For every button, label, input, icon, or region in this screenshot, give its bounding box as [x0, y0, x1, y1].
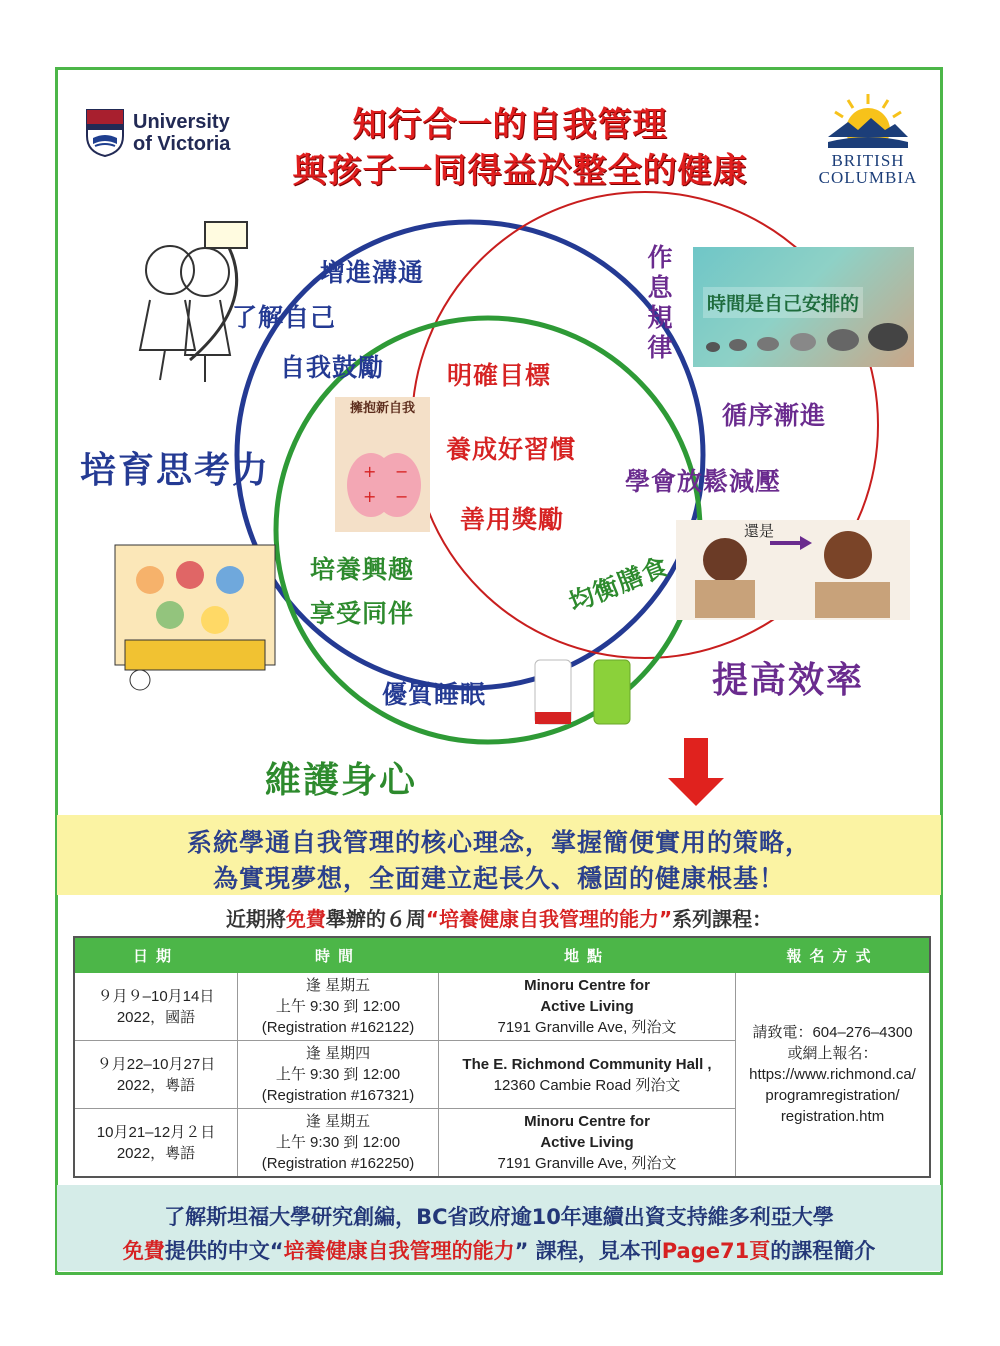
venue-name: The E. Richmond Community Hall ,	[462, 1055, 712, 1073]
label-thinking: 培育思考力	[80, 450, 271, 491]
label-quality-sleep: 優質睡眠	[382, 680, 487, 709]
kids-illustration	[115, 545, 275, 690]
girls-illustration	[140, 222, 247, 382]
header-location: 地點	[439, 937, 736, 973]
footer-note	[57, 1185, 941, 1271]
svg-text:+: +	[363, 487, 377, 506]
title-line1: 知行合一的自我管理	[352, 105, 668, 145]
venue-name-2: Active Living	[540, 1134, 634, 1151]
venue-address: 7191 Granville Ave, 列治文	[497, 1155, 677, 1172]
label-regular-schedule: 作 息 規 律	[647, 243, 673, 362]
label-know-self: 了解自己	[232, 303, 337, 332]
registration-number: (Registration #162122)	[261, 1019, 415, 1036]
date-language: 2022，粵語	[116, 1076, 196, 1094]
footer-free: 免費	[122, 1239, 165, 1263]
label-peers: 享受同伴	[310, 599, 415, 628]
label-efficiency: 提高效率	[712, 660, 865, 701]
date-range: ９月22–10月27日	[96, 1055, 216, 1073]
date-language: 2022，國語	[116, 1008, 196, 1026]
registration-phone: 請致電：604–276–4300	[752, 1024, 913, 1041]
date-language: 2022，粵語	[116, 1144, 196, 1162]
footer-text-a: 提供的中文“	[164, 1239, 284, 1263]
header-registration: 報名方式	[736, 937, 931, 973]
title-line2: 與孩子一同得益於整全的健康	[292, 151, 748, 191]
label-relax-stress: 學會放鬆減壓	[625, 467, 782, 496]
header-date: 日期	[74, 937, 238, 973]
time-caption: 時間是自己安排的	[703, 287, 863, 318]
time-range: 上午 9:30 到 12:00	[275, 1066, 401, 1083]
battery-illustration	[535, 660, 630, 724]
time-photo	[693, 247, 914, 367]
registration-cell	[736, 973, 931, 1178]
svg-text:−: −	[395, 462, 409, 481]
time-range: 上午 9:30 到 12:00	[275, 998, 401, 1015]
date-cell	[74, 973, 238, 1041]
label-rewards: 善用獎勵	[460, 505, 565, 534]
registration-number: (Registration #162250)	[261, 1155, 415, 1172]
stones-icon	[693, 247, 914, 367]
time-cell	[238, 973, 439, 1041]
date-cell	[74, 1109, 238, 1178]
venue-name: Minoru Centre for	[524, 977, 650, 994]
subtitle-pre: 近期將	[225, 907, 286, 931]
time-cell	[238, 1041, 439, 1109]
registration-number: (Registration #167321)	[261, 1087, 415, 1104]
label-step-by-step: 循序漸進	[722, 401, 827, 430]
registration-url-1[interactable]: https://www.richmond.ca/	[749, 1066, 916, 1083]
weekday: 逢 星期五	[305, 1113, 371, 1130]
bc-name-line2: COLUMBIA	[818, 168, 918, 187]
location-cell	[439, 1109, 736, 1178]
red-down-arrow	[668, 738, 724, 806]
table-header-row	[74, 937, 930, 973]
date-cell	[74, 1041, 238, 1109]
subtitle-free: 免費	[285, 907, 326, 931]
subtitle-course: “培養健康自我管理的能力”	[425, 907, 673, 931]
bc-name-line1: BRITISH	[831, 151, 905, 170]
footer-page: Page71頁	[661, 1239, 771, 1263]
footer-line1: 了解斯坦福大學研究創編，BC省政府逾10年連續出資支持維多利亞大學	[164, 1205, 834, 1229]
book-cover	[335, 397, 430, 532]
date-range: 10月21–12月２日	[96, 1123, 216, 1141]
label-clear-goals: 明確目標	[447, 361, 552, 390]
book-title: 擁抱新自我	[349, 401, 415, 416]
venue-address: 12360 Cambie Road 列治文	[493, 1076, 681, 1094]
time-range: 上午 9:30 到 12:00	[275, 1134, 401, 1151]
label-self-encourage: 自我鼓勵	[280, 353, 385, 382]
table-row	[74, 973, 930, 1041]
uvic-name-line1: University	[133, 111, 230, 133]
students-illustration	[676, 520, 910, 620]
subtitle-post: 系列課程：	[672, 907, 773, 931]
label-wellbeing: 維護身心	[265, 760, 418, 801]
weekday: 逢 星期五	[305, 977, 371, 994]
venue-name-2: Active Living	[540, 998, 634, 1015]
course-subtitle	[57, 903, 941, 932]
header-time: 時間	[238, 937, 439, 973]
venue-address: 7191 Granville Ave, 列治文	[497, 1019, 677, 1036]
registration-url-3[interactable]: registration.htm	[780, 1108, 885, 1125]
footer-text-c: 的課程簡介	[770, 1239, 876, 1263]
svg-text:−: −	[395, 487, 409, 506]
subtitle-mid: 舉辦的６周	[325, 907, 426, 931]
banner-line2: 為實現夢想，全面建立起長久、穩固的健康根基！	[212, 864, 785, 893]
footer-line2	[57, 1235, 941, 1265]
weekday: 逢 星期四	[305, 1045, 371, 1062]
time-cell	[238, 1109, 439, 1178]
location-cell	[439, 973, 736, 1041]
uvic-name-line2: of Victoria	[133, 133, 231, 155]
location-cell	[439, 1041, 736, 1109]
registration-url-2[interactable]: programregistration/	[765, 1087, 900, 1104]
banner-line1: 系統學通自我管理的核心理念，掌握簡便實用的策略，	[186, 828, 811, 857]
footer-course: 培養健康自我管理的能力	[283, 1239, 515, 1263]
brain-icon	[335, 397, 430, 532]
label-good-habits: 養成好習慣	[446, 435, 577, 464]
mission-banner	[57, 815, 941, 895]
students-arrow-label: 還是	[744, 522, 775, 540]
date-range: ９月９–10月14日	[97, 987, 215, 1005]
schedule-table	[73, 936, 931, 1178]
label-balanced-diet: 均衡膳食	[564, 551, 673, 618]
registration-online: 或網上報名：	[787, 1045, 878, 1062]
svg-text:+: +	[363, 462, 377, 481]
venue-name: Minoru Centre for	[524, 1113, 650, 1130]
footer-text-b: ” 課程，見本刊	[514, 1239, 662, 1263]
label-interests: 培養興趣	[310, 555, 415, 584]
label-communication: 增進溝通	[320, 258, 425, 287]
